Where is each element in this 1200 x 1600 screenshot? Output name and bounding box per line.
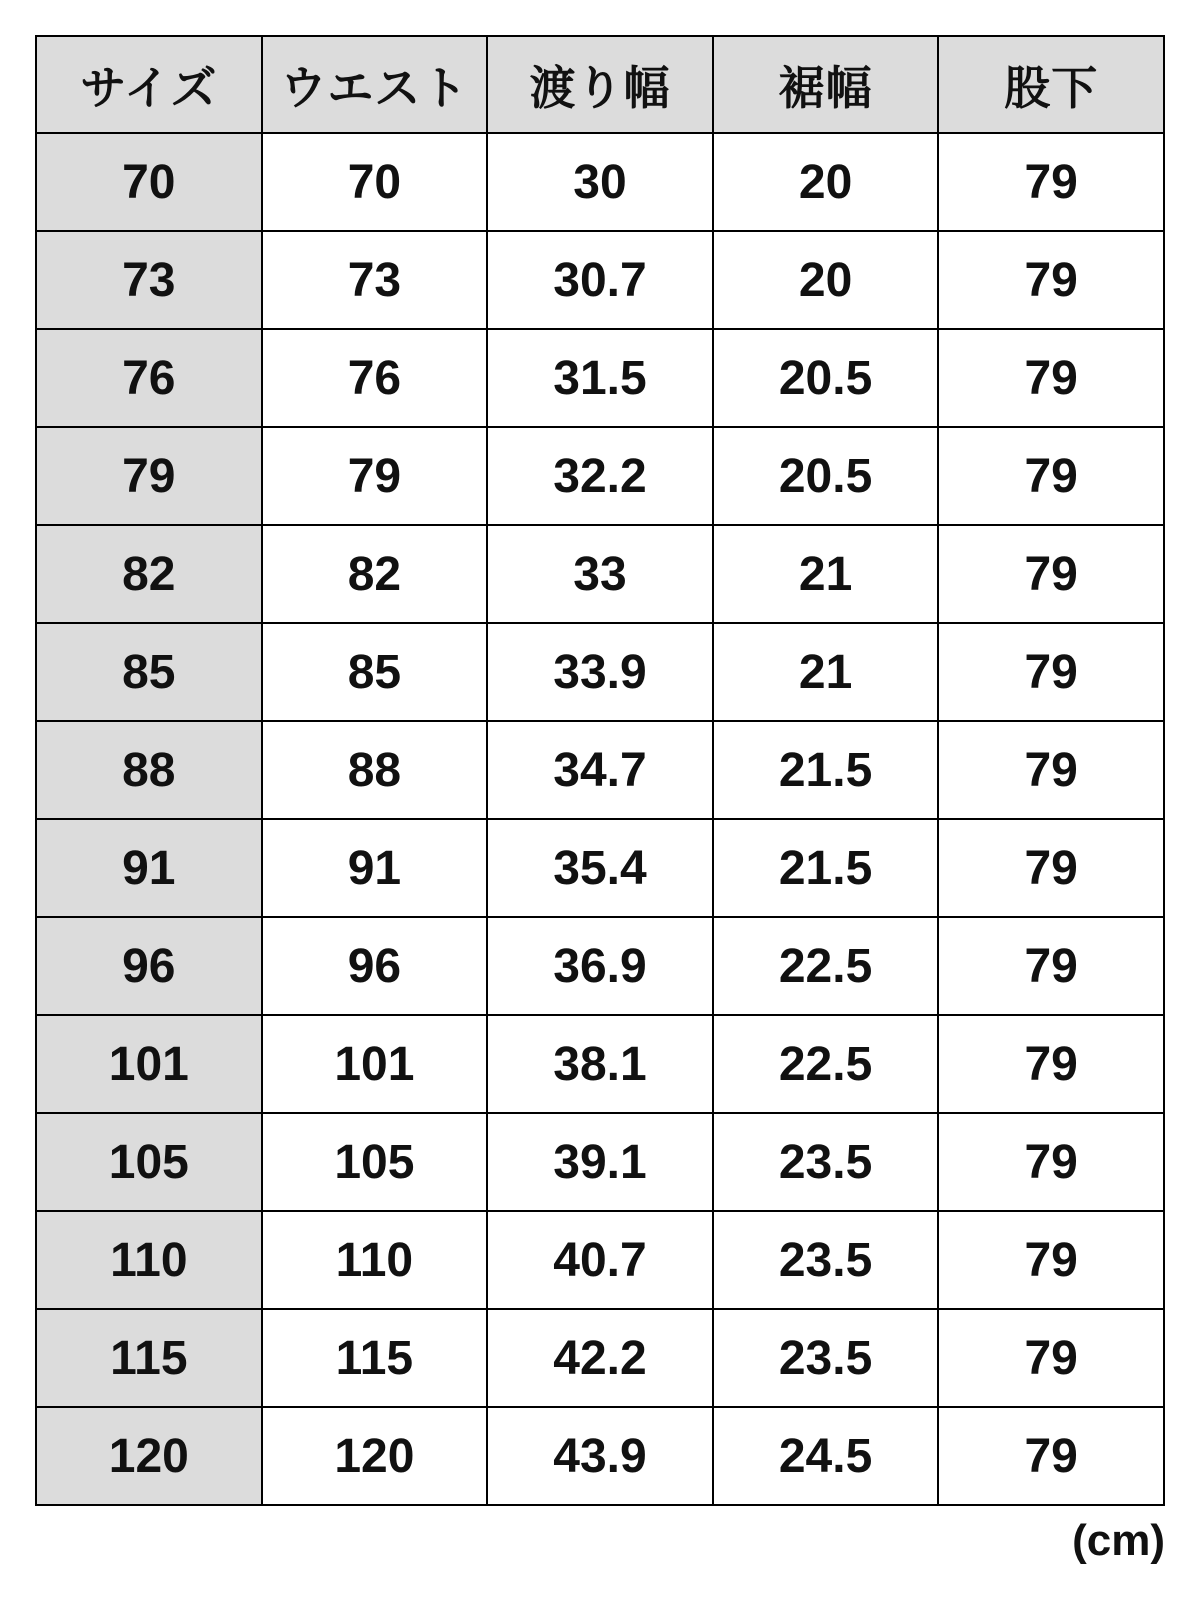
row-header-cell: 79: [36, 427, 262, 525]
data-cell: 20: [713, 231, 939, 329]
table-row: [36, 1211, 1164, 1309]
unit-label: (cm): [1072, 1516, 1165, 1565]
data-cell: 21: [713, 623, 939, 721]
data-cell: 22.5: [713, 917, 939, 1015]
column-header-cell: ウエスト: [262, 36, 488, 133]
data-cell: 88: [262, 721, 488, 819]
data-cell: 43.9: [487, 1407, 713, 1505]
table-row: [36, 1407, 1164, 1505]
data-cell: 120: [262, 1407, 488, 1505]
row-header-cell: 85: [36, 623, 262, 721]
data-cell: 30: [487, 133, 713, 231]
data-cell: 73: [262, 231, 488, 329]
column-header-cell: サイズ: [36, 36, 262, 133]
data-cell: 23.5: [713, 1309, 939, 1407]
data-cell: 40.7: [487, 1211, 713, 1309]
data-cell: 34.7: [487, 721, 713, 819]
data-cell: 79: [938, 133, 1164, 231]
row-header-cell: 101: [36, 1015, 262, 1113]
data-cell: 23.5: [713, 1211, 939, 1309]
table-row: [36, 525, 1164, 623]
data-cell: 79: [938, 1015, 1164, 1113]
table-row: [36, 329, 1164, 427]
header-row: [36, 36, 1164, 133]
table-row: [36, 1113, 1164, 1211]
table-row: [36, 819, 1164, 917]
table-row: [36, 1015, 1164, 1113]
data-cell: 79: [938, 819, 1164, 917]
table-row: [36, 133, 1164, 231]
data-cell: 42.2: [487, 1309, 713, 1407]
data-cell: 38.1: [487, 1015, 713, 1113]
data-cell: 21.5: [713, 819, 939, 917]
row-header-cell: 96: [36, 917, 262, 1015]
data-cell: 76: [262, 329, 488, 427]
data-cell: 31.5: [487, 329, 713, 427]
column-header-cell: 股下: [938, 36, 1164, 133]
table-row: [36, 721, 1164, 819]
data-cell: 20.5: [713, 329, 939, 427]
data-cell: 21: [713, 525, 939, 623]
row-header-cell: 88: [36, 721, 262, 819]
data-cell: 30.7: [487, 231, 713, 329]
data-cell: 79: [938, 917, 1164, 1015]
row-header-cell: 76: [36, 329, 262, 427]
column-header-cell: 裾幅: [713, 36, 939, 133]
data-cell: 110: [262, 1211, 488, 1309]
data-cell: 21.5: [713, 721, 939, 819]
data-cell: 36.9: [487, 917, 713, 1015]
data-cell: 33.9: [487, 623, 713, 721]
data-cell: 79: [938, 623, 1164, 721]
data-cell: 20.5: [713, 427, 939, 525]
data-cell: 96: [262, 917, 488, 1015]
data-cell: 79: [938, 329, 1164, 427]
row-header-cell: 115: [36, 1309, 262, 1407]
data-cell: 105: [262, 1113, 488, 1211]
table-row: [36, 231, 1164, 329]
size-table-body: [36, 133, 1164, 1505]
size-table: [35, 35, 1165, 1506]
size-table-head: [36, 36, 1164, 133]
data-cell: 115: [262, 1309, 488, 1407]
data-cell: 79: [262, 427, 488, 525]
data-cell: 79: [938, 1211, 1164, 1309]
row-header-cell: 110: [36, 1211, 262, 1309]
data-cell: 79: [938, 231, 1164, 329]
data-cell: 79: [938, 427, 1164, 525]
data-cell: 79: [938, 1113, 1164, 1211]
data-cell: 35.4: [487, 819, 713, 917]
data-cell: 39.1: [487, 1113, 713, 1211]
table-row: [36, 623, 1164, 721]
column-header-cell: 渡り幅: [487, 36, 713, 133]
data-cell: 79: [938, 1309, 1164, 1407]
data-cell: 91: [262, 819, 488, 917]
data-cell: 70: [262, 133, 488, 231]
row-header-cell: 120: [36, 1407, 262, 1505]
row-header-cell: 73: [36, 231, 262, 329]
data-cell: 22.5: [713, 1015, 939, 1113]
data-cell: 101: [262, 1015, 488, 1113]
data-cell: 23.5: [713, 1113, 939, 1211]
data-cell: 79: [938, 525, 1164, 623]
table-row: [36, 427, 1164, 525]
data-cell: 82: [262, 525, 488, 623]
size-chart: [35, 35, 1165, 1506]
data-cell: 32.2: [487, 427, 713, 525]
row-header-cell: 105: [36, 1113, 262, 1211]
data-cell: 24.5: [713, 1407, 939, 1505]
row-header-cell: 82: [36, 525, 262, 623]
row-header-cell: 91: [36, 819, 262, 917]
data-cell: 33: [487, 525, 713, 623]
table-row: [36, 1309, 1164, 1407]
data-cell: 20: [713, 133, 939, 231]
data-cell: 79: [938, 1407, 1164, 1505]
table-row: [36, 917, 1164, 1015]
data-cell: 79: [938, 721, 1164, 819]
row-header-cell: 70: [36, 133, 262, 231]
data-cell: 85: [262, 623, 488, 721]
